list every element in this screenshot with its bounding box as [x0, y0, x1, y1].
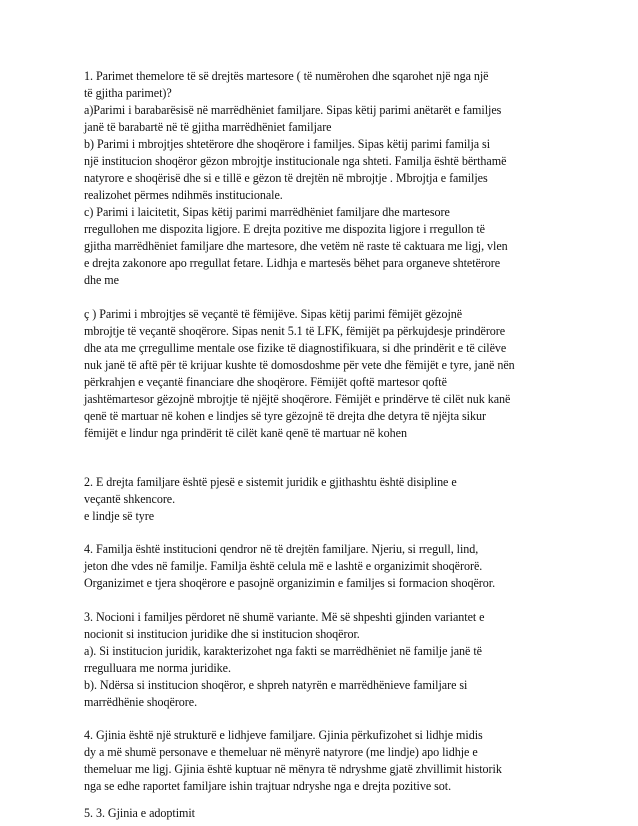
text-line: a). Si institucion juridik, karakterizohet nga fakti se marrëdhëniet në familje janë të [84, 644, 482, 658]
text-line: rregullohen me dispozita ligjore. E drejta pozitive me dispozita ligjore i rregullon të [84, 222, 486, 236]
text-line: natyrore e shoqërisë dhe si e tillë e gëzon të drejtën në mbrojtje . Mbrojtja e familjes [84, 171, 488, 185]
text-line: e drejta zakonore apo rregullat fetare. Lidhja e martesës bëhet para organeve shtetërore [84, 256, 501, 270]
text-line: themeluar me ligj. Gjinia është kuptuar në mënyra të ndryshme gjatë zhvillimit historik [84, 762, 502, 776]
text-line: jeton dhe vdes në familje. Familja është celula më e lashtë e organizimit shoqërorë. [84, 559, 483, 573]
text-line: c) Parimi i laicitetit, Sipas këtij parimi marrëdhëniet familjare dhe martesore [84, 205, 450, 219]
text-line: rregulluara me norma juridike. [84, 661, 231, 675]
text-line: a)Parimi i barabarësisë në marrëdhëniet familjare. Sipas këtij parimi anëtarët e familjes [84, 103, 502, 117]
text-line: përkrahjen e veçantë financiare dhe shoqërore. Fëmijët qoftë martesor qoftë [84, 375, 447, 389]
text-line: b). Ndërsa si institucion shoqëror, e shpreh natyrën e marrëdhënieve familjare si [84, 678, 468, 692]
text-line: 5. 3. Gjinia e adoptimit [84, 806, 195, 820]
text-line: një institucion shoqëror gëzon mbrojtje institucionale nga shteti. Familja është bërthamë [84, 154, 507, 168]
text-line: jashtëmartesor gëzojnë mbrojtje të njëjtë shoqërore. Fëmijët e prindërve të cilët nuk kanë [84, 392, 511, 406]
text-line: nuk janë të aftë për të krijuar kushte të domosdoshme për vete dhe fëmijët e tyre, janë nën [84, 358, 515, 372]
text-line: 1. Parimet themelore të së drejtës martesore ( të numërohen dhe sqarohet një nga një [84, 69, 489, 83]
text-line: veçantë shkencore. [84, 492, 176, 506]
text-line: janë të barabartë në të gjitha marrëdhëniet familjare [84, 120, 332, 134]
text-line: marrëdhënie shoqërore. [84, 695, 198, 709]
text-line: mbrojtje të veçantë shoqërore. Sipas nenit 5.1 të LFK, fëmijët pa përkujdesje prindërore [84, 324, 506, 338]
text-line: fëmijët e lindur nga prindërit të cilët kanë qenë të martuar në kohen [84, 426, 407, 440]
text-line: të gjitha parimet)? [84, 86, 172, 100]
text-line: gjitha marrëdhëniet familjare dhe martesore, dhe vetëm në raste të caktuara me ligj, vlen [84, 239, 508, 253]
text-line: dhe me [84, 273, 119, 287]
text-line: nga se edhe raportet familjare ishin trajtuar ndryshe nga e drejta pozitive sot. [84, 779, 452, 793]
text-line: e lindje së tyre [84, 509, 155, 523]
text-line: b) Parimi i mbrojtjes shtetërore dhe shoqërore i familjes. Sipas këtij parimi familja si [84, 137, 491, 151]
text-line: realizohet përmes ndihmës institucionale. [84, 188, 283, 202]
text-line: dhe ata me çrregullime mentale ose fizike të diagnostifikuara, si dhe prindërit e të cilëve [84, 341, 507, 355]
text-line: 3. Nocioni i familjes përdoret në shumë variante. Më së shpeshti gjinden variantet e [84, 610, 485, 624]
text-line: ç ) Parimi i mbrojtjes së veçantë të fëmijëve. Sipas këtij parimi fëmijët gëzojnë [84, 307, 463, 321]
text-line: 4. Familja është institucioni qendror në të drejtën familjare. Njeriu, si rregull, lind, [84, 542, 479, 556]
text-line: 2. E drejta familjare është pjesë e sistemit juridik e gjithashtu është disipline e [84, 475, 457, 489]
text-line: nocionit si institucion juridike dhe si institucion shoqëror. [84, 627, 360, 641]
text-line: 4. Gjinia është një strukturë e lidhjeve familjare. Gjinia përkufizohet si lidhje midis [84, 728, 483, 742]
text-line: dy a më shumë personave e themeluar në mënyrë natyrore (me lindje) apo lidhje e [84, 745, 478, 759]
text-line: qenë të martuar në kohen e lindjes së tyre gëzojnë të drejta dhe detyra të njëjta sikur [84, 409, 486, 423]
text-line: Organizimet e tjera shoqërore e pasojnë organizimin e familjes si formacion shoqëror. [84, 576, 496, 590]
